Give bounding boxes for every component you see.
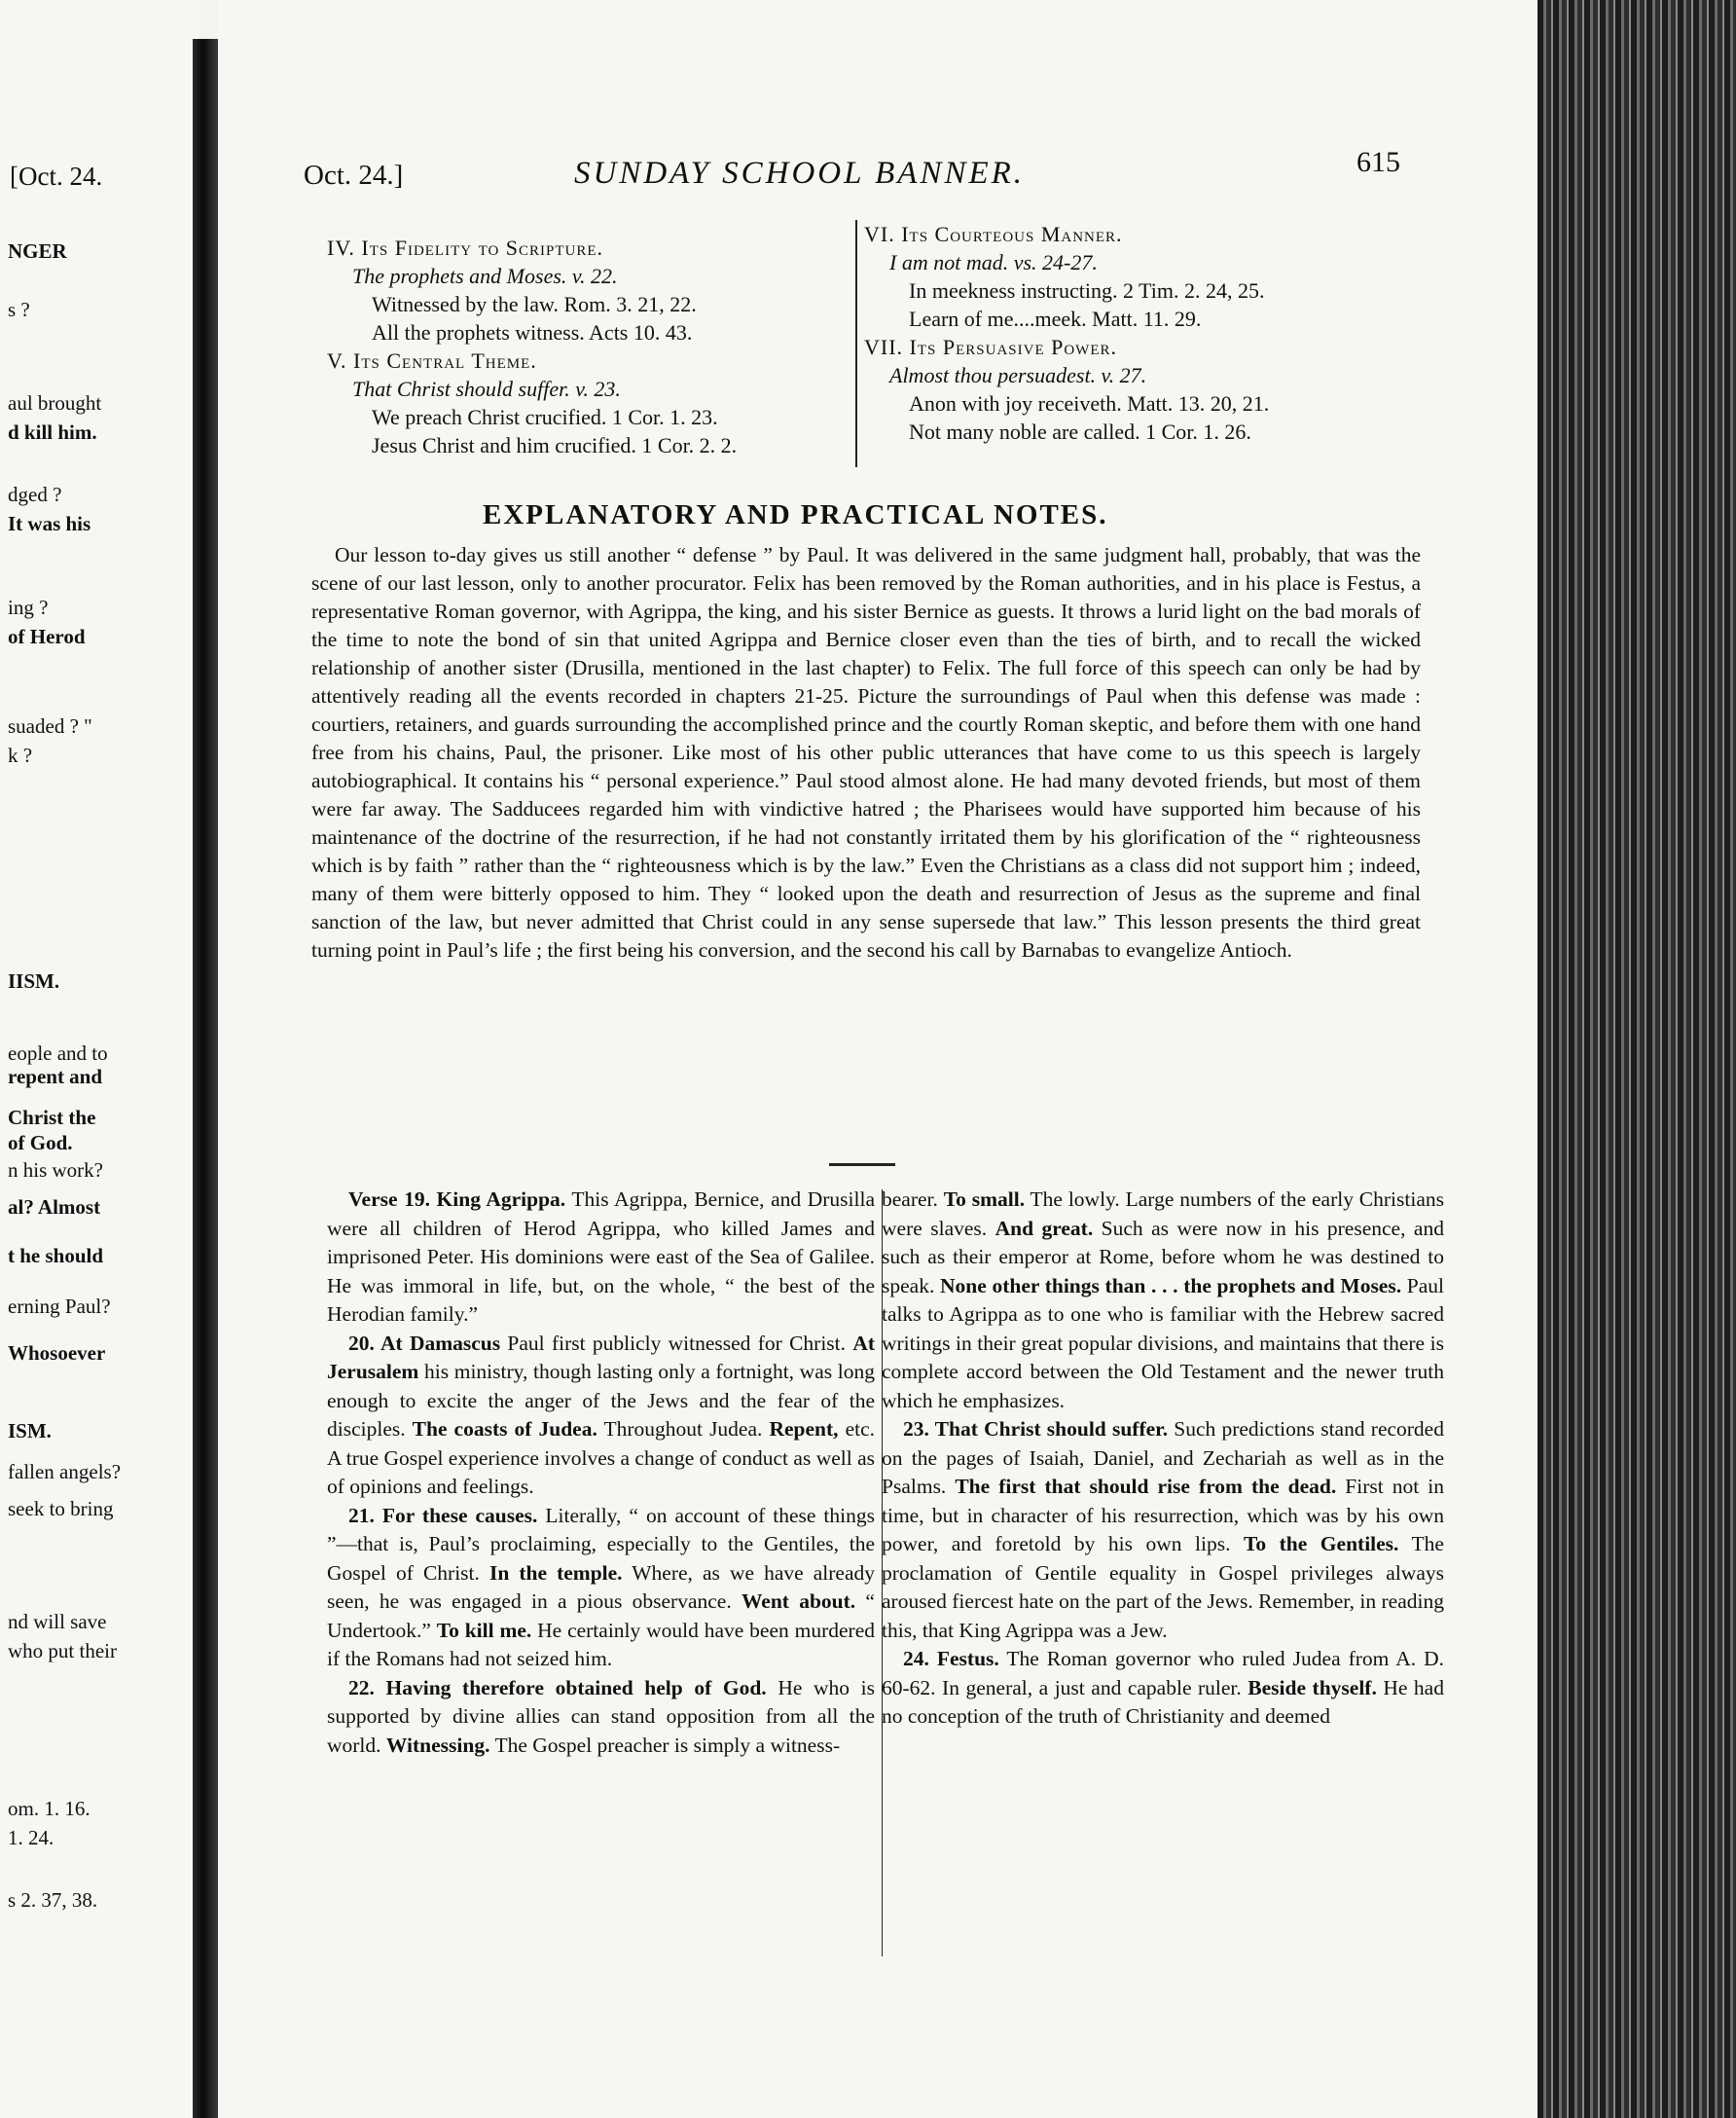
note-term: 20. At Damascus — [348, 1331, 501, 1355]
note-text: Where, as we have already seen, he was engaged in a pious observance. — [327, 1560, 875, 1613]
note-text: Paul first publicly witnessed for Christ. — [500, 1331, 853, 1355]
note-text: Such predictions stand recorded on the pages of Isaiah, Daniel, and Zechariah as well as in the Psalms. — [882, 1417, 1444, 1498]
note-text: “ Undertook.” — [327, 1589, 875, 1642]
left-page-fragment: fallen angels? — [8, 1460, 122, 1483]
left-page-fragment: 1. 24. — [8, 1826, 54, 1849]
note-term: Witnessing. — [385, 1733, 490, 1757]
note-paragraph — [327, 1674, 875, 1761]
header-date: Oct. 24.] — [304, 160, 404, 191]
left-page-fragment: al? Almost — [8, 1195, 101, 1219]
outline-heading: V. Its Central Theme. — [327, 348, 537, 373]
outline-line: Almost thou persuadest. v. 27. — [889, 363, 1147, 387]
note-paragraph — [327, 1502, 875, 1674]
note-text: He had no conception of the truth of Christianity and deemed — [882, 1675, 1444, 1728]
left-page-fragment: seek to bring — [8, 1497, 114, 1520]
left-page-fragment: Christ the — [8, 1106, 96, 1129]
outline-heading: IV. Its Fidelity to Scripture. — [327, 236, 604, 260]
note-paragraph — [882, 1645, 1444, 1732]
left-page-fragment: ing ? — [8, 596, 49, 619]
left-page-fragment: d kill him. — [8, 420, 97, 444]
note-text: He who is supported by divine allies can stand opposition from all the world. — [327, 1675, 875, 1757]
note-term: The coasts of Judea. — [412, 1417, 597, 1441]
outline-heading: VI. Its Courteous Manner. — [864, 222, 1123, 246]
outline-left — [327, 234, 737, 459]
outline-line: Anon with joy receiveth. Matt. 13. 20, 21. — [909, 391, 1270, 416]
note-text: First not in time, but in character of his resurrection, which was by his own power, and foretold by his own lips. — [882, 1475, 1444, 1555]
note-text: The proclamation of Gentile equality in Gospel privileges always aroused fiercest hate on the part of the Jews. Remember, in reading this, that King Agrippa was a Jew. — [882, 1532, 1444, 1642]
section-rule — [829, 1163, 895, 1166]
left-page-fragment: IISM. — [8, 969, 60, 993]
outline-line: Jesus Christ and him crucified. 1 Cor. 2. 2. — [372, 433, 738, 457]
note-term: 23. That Christ should suffer. — [903, 1417, 1169, 1441]
note-text: his ministry, though lasting only a fortnight, was long enough to excite the anger of the Jews and the fear of the disciples. — [327, 1360, 875, 1441]
left-page-fragment: nd will save — [8, 1610, 107, 1633]
page-number: 615 — [1356, 146, 1400, 178]
left-facing-page — [0, 0, 199, 2118]
left-page-fragment: of Herod — [8, 625, 86, 648]
left-page-fragment: repent and — [8, 1065, 103, 1088]
note-text: bearer. — [882, 1187, 944, 1211]
note-term: And great. — [995, 1216, 1094, 1240]
outline-line: Witnessed by the law. Rom. 3. 21, 22. — [372, 292, 697, 316]
note-text: The Gospel preacher is simply a witness- — [489, 1733, 841, 1757]
left-page-fragment: k ? — [8, 744, 33, 767]
note-term: Repent, — [769, 1417, 839, 1441]
notes-column-right — [882, 1186, 1444, 1732]
note-term: 21. For these causes. — [348, 1503, 538, 1527]
left-page-fragment: om. 1. 16. — [8, 1797, 90, 1820]
left-page-fragment: suaded ? " — [8, 714, 92, 738]
note-text: He certainly would have been murdered if the Romans had not seized him. — [327, 1618, 876, 1670]
outline-divider — [855, 220, 857, 467]
note-term: The first that should rise from the dead. — [955, 1475, 1337, 1498]
outline-line: The prophets and Moses. v. 22. — [352, 264, 618, 288]
note-text: etc. A true Gospel experience involves a change of conduct as well as of opinions and feelings. — [327, 1417, 875, 1498]
left-page-fragment: It was his — [8, 512, 91, 535]
note-term: 22. Having therefore obtained help of God. — [348, 1675, 767, 1699]
outline-line: I am not mad. vs. 24-27. — [889, 250, 1098, 274]
note-text: Throughout Judea. — [597, 1417, 770, 1441]
note-paragraph — [327, 1186, 875, 1330]
note-term: Beside thyself. — [1248, 1675, 1377, 1699]
note-term: Went about. — [741, 1589, 856, 1613]
note-term: At Jerusalem — [327, 1331, 876, 1383]
outline-right — [864, 220, 1269, 446]
left-page-fragment: dged ? — [8, 483, 62, 506]
left-page-fragment: who put their — [8, 1639, 117, 1662]
outline-line: Learn of me....meek. Matt. 11. 29. — [909, 307, 1202, 331]
note-text: Literally, “ on account of these things ”—that is, Paul’s proclaiming, especially to the Gentiles, the Gospel of Christ. — [327, 1503, 875, 1585]
note-term: None other things than . . . the prophets and Moses. — [940, 1273, 1402, 1297]
left-page-fragment: of God. — [8, 1131, 73, 1154]
left-page-fragment: [Oct. 24. — [10, 162, 103, 191]
outline-line: We preach Christ crucified. 1 Cor. 1. 23. — [372, 405, 718, 429]
note-text: Such as were now in his presence, and such as their emperor at Rome, before whom he was destined to speak. — [882, 1216, 1444, 1297]
note-paragraph — [327, 1330, 875, 1502]
note-term: To the Gentiles. — [1244, 1532, 1399, 1555]
note-text: Paul talks to Agrippa as to one who is familiar with the Hebrew sacred writings in their great popular divisions, and maintains that there is complete accord between the Old Testament and the newer truth which he emphasizes. — [882, 1273, 1444, 1412]
note-paragraph — [882, 1186, 1444, 1415]
notes-title: EXPLANATORY AND PRACTICAL NOTES. — [483, 499, 1108, 530]
left-page-fragment: n his work? — [8, 1158, 103, 1182]
intro-paragraph: Our lesson to-day gives us still another “ defense ” by Paul. It was delivered in the same judgment hall, probably, that was the scene of our last lesson, only to another procurator. Felix has been removed by the Roman authorities, and in his place is Festus, a representative Roman governor, with Agrippa, the king, and his sister Bernice as guests. It throws a lurid light on the bad morals of the time to note the bond of sin that united Agrippa and Bernice closer even than the ties of birth, and to recall the wicked relationship of another sister (Drusilla, mentioned in the last chapter) to Felix. The full force of this speech can only be had by attentively reading all the events recorded in chapters 21-25. Picture the surroundings of Paul when this defense was made : courtiers, retainers, and guards surrounding the accomplished prince and the courtly Roman skeptic, and before them with one hand free from his chains, Paul, the prisoner. Like most of his other public utterances that have come to us this speech is largely autobiographical. It contains his “ personal experience.” Paul stood almost alone. He had many devoted friends, but most of them were far away. The Sadducees regarded him with vindictive hatred ; the Pharisees would have supported him because of his maintenance of the doctrine of the resurrection, if he had not constantly irritated them by his glorification of the “ righteousness which is by faith ” rather than the “ righteousness which is by the law.” Even the Christians as a class did not support him ; indeed, many of them were bitterly opposed to him. They “ looked upon the death and resurrection of Jesus as the supreme and final sanction of the law, but never admitted that Christ could in any sense supersede that law.” This lesson presents the third great turning point in Paul’s life ; the first being his conversion, and the second his call by Barnabas to evangelize Antioch. — [311, 543, 1421, 962]
page-edges — [1537, 0, 1736, 2118]
left-page-fragment: NGER — [8, 239, 67, 263]
note-term: 24. Festus. — [903, 1647, 999, 1670]
book-gutter — [193, 39, 218, 2118]
left-page-fragment: ISM. — [8, 1419, 52, 1442]
note-term: To small. — [943, 1187, 1026, 1211]
outline-heading: VII. Its Persuasive Power. — [864, 335, 1118, 359]
note-paragraph — [882, 1415, 1444, 1645]
left-page-fragment: s 2. 37, 38. — [8, 1888, 98, 1912]
left-page-fragment: aul brought — [8, 391, 102, 415]
outline-line: Not many noble are called. 1 Cor. 1. 26. — [909, 420, 1251, 444]
note-term: To kill me. — [436, 1618, 532, 1642]
outline-line: In meekness instructing. 2 Tim. 2. 24, 25. — [909, 278, 1265, 303]
left-page-fragment: s ? — [8, 298, 30, 321]
left-page-fragment: Whosoever — [8, 1341, 106, 1365]
header-title: SUNDAY SCHOOL BANNER. — [574, 156, 1026, 191]
outline-line: That Christ should suffer. v. 23. — [352, 377, 621, 401]
left-page-fragment: eople and to — [8, 1041, 108, 1065]
note-term: In the temple. — [488, 1560, 623, 1585]
left-page-fragment: t he should — [8, 1244, 104, 1267]
note-term: Verse 19. King Agrippa. — [348, 1187, 566, 1211]
outline-line: All the prophets witness. Acts 10. 43. — [372, 320, 693, 345]
notes-column-left — [327, 1186, 875, 1760]
note-text: The lowly. Large numbers of the early Christians were slaves. — [882, 1187, 1445, 1240]
left-page-fragment: erning Paul? — [8, 1295, 111, 1318]
note-text: This Agrippa, Bernice, and Drusilla were all children of Herod Agrippa, who killed James and imprisoned Peter. His dominions were east of the Sea of Galilee. He was immoral in life, but, on the whole, “ the best of the Herodian family.” — [327, 1187, 875, 1326]
note-text: The Roman governor who ruled Judea from A. D. 60-62. In general, a just and capable ruler. — [882, 1647, 1445, 1699]
